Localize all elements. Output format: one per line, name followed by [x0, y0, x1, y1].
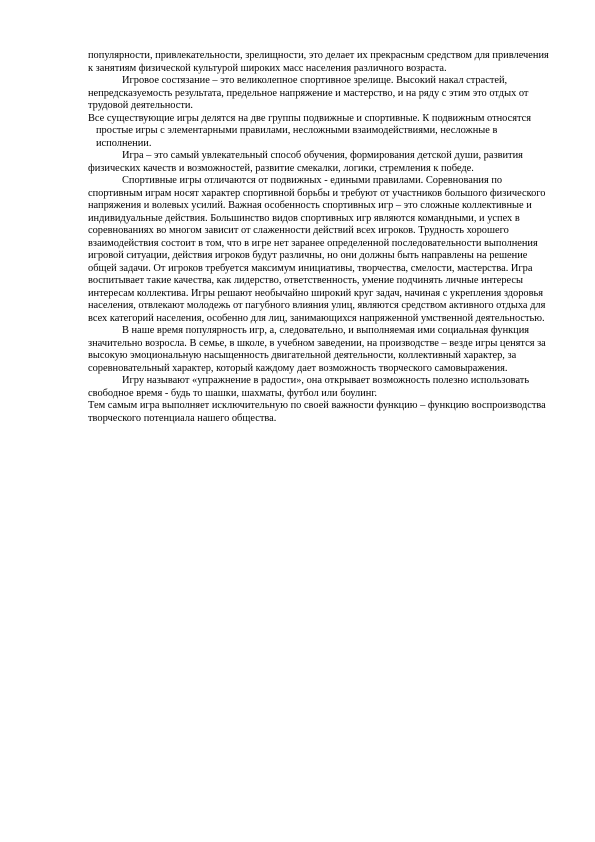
paragraph-game-competition: Игровое состязание – это великолепное спортивное зрелище. Высокий накал страстей, непредсказуемость результата, предельное напряжение и мастерство, и на ряду с этим это отдых от трудовой деятельности. — [88, 75, 529, 111]
paragraph-popularity: В наше время популярность игр, а, следовательно, и выполняемая ими социальная функция значительно возросла. В семье, в школе, в учебном заведении, на производстве – везде игры ценятся за высокую эмоциональную насыщенность двигательной деятельности, коллективный характер, за соревновательный характер, который каждому дает возможность творческого самовыражения. — [88, 325, 546, 374]
paragraph-sport-games: Спортивные игры отличаются от подвижных - едиными правилами. Соревнования по спортивным играм носят характер спортивной борьбы и требуют от участников большого физического напряжения и волевых усилий. Важная особенность спортивных игр – это сложные коллективные и индивидуальные действия. Большинство видов спортивных игр являются командными, и успех в соревнованиях во многом зависит от слаженности действий всех игроков. Трудность хорошего взаимодействия состоит в том, что в игре нет заранее определенной последовательности выполнения игровой ситуации, действия игроков будут различны, но они должны быть направлены на решение общей задачи. От игроков требуется максимум инициативы, творчества, смелости, мастерства. Игра воспитывает такие качества, как лидерство, ответственность, умение подчинять личные интересы интересам коллектива. Игры решают необычайно широкий круг задач, начиная с укрепления здоровья населения, отвлекают молодежь от пагубного влияния улиц, являются средством активного отдыха для всех категорий населения, особенно для лиц, занимающихся напряженной умственной деятельностью. — [88, 175, 546, 324]
paragraph-conclusion: Тем самым игра выполняет исключительную по своей важности функцию – функцию воспроизводства творческого потенциала нашего общества. — [88, 400, 546, 424]
document-page — [88, 50, 552, 425]
paragraph-exercise-joy: Игру называют «упражнение в радости», она открывает возможность полезно использовать свободное время - будь то шашки, шахматы, футбол или боулинг. — [88, 375, 530, 399]
paragraph-game-groups: Все существующие игры делятся на две группы подвижные и спортивные. К подвижным относятся простые игры с элементарными правилами, несложными взаимодействиями, несложные в исполнении. — [88, 112, 532, 149]
paragraph-game-learning: Игра – это самый увлекательный способ обучения, формирования детской души, развития физических качеств и возможностей, развитие смекалки, логики, стремления к победе. — [88, 150, 523, 174]
paragraph-intro-continuation: популярности, привлекательности, зрелищности, это делает их прекрасным средством для привлечения к занятиям физической культурой широких масс населения различного возраста. — [88, 50, 549, 74]
